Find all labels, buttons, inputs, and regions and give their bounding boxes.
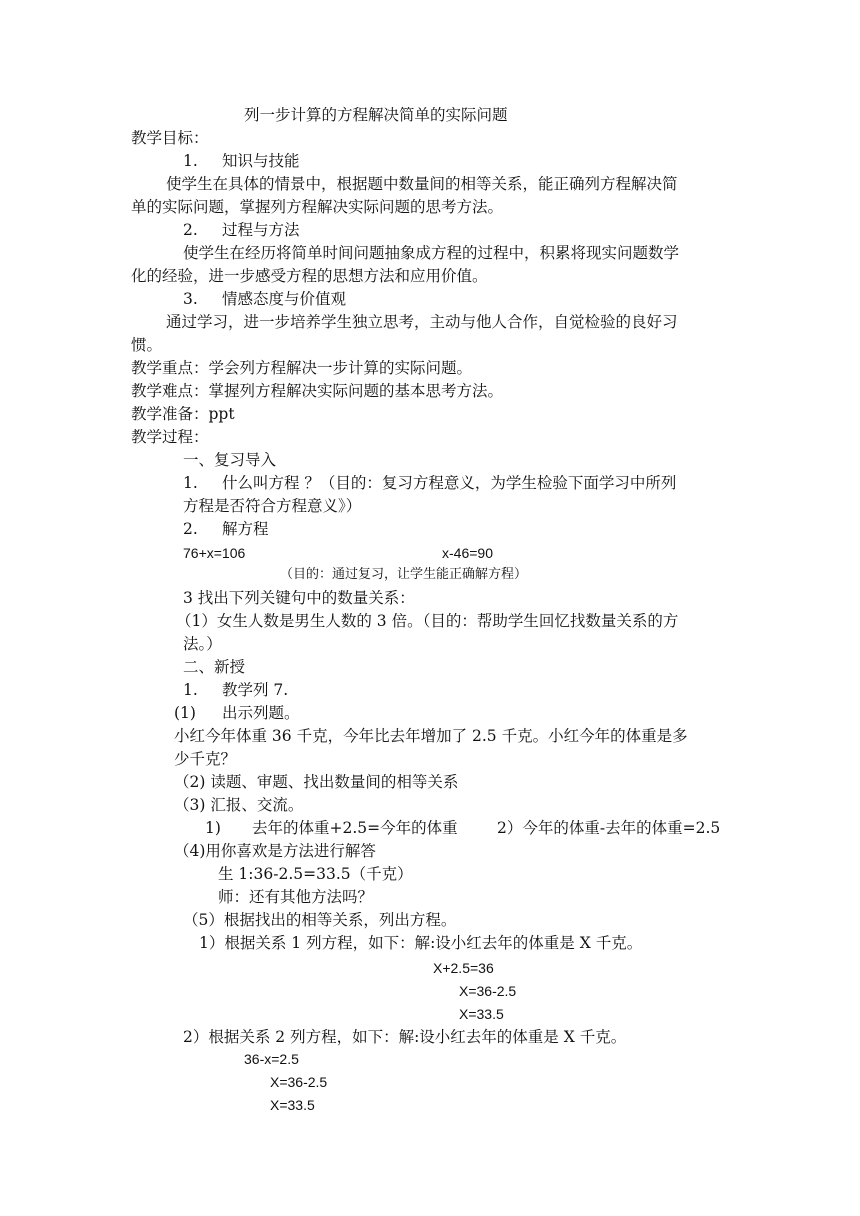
goals-heading: 教学目标：	[131, 129, 209, 147]
review3-item-line1: （1）女生人数是男生人数的 3 倍。（目的：帮助学生回忆找数量关系的方	[176, 612, 679, 630]
preparation: 教学准备：ppt	[131, 405, 235, 423]
goal2-text-line1: 使学生在经历将简单时间问题抽象成方程的过程中，积累将现实问题数学	[183, 244, 680, 262]
method1-equation3: X=33.5	[459, 1006, 504, 1022]
method1-equation2: X=36-2.5	[459, 983, 517, 999]
relation2: 2）今年的体重-去年的体重=2.5	[497, 819, 721, 837]
goal3-text-line2: 惯。	[131, 336, 163, 354]
step5: （5）根据找出的相等关系，列出方程。	[183, 911, 457, 929]
review1-number: 1.	[183, 474, 198, 492]
method2-equation2: X=36-2.5	[270, 1074, 328, 1090]
equation-right: x-46=90	[442, 545, 493, 561]
relation1: 去年的体重+2.5=今年的体重	[252, 819, 458, 837]
difficulty: 教学难点：掌握列方程解决实际问题的基本思考方法。	[131, 382, 504, 400]
review2-number: 2.	[183, 520, 198, 538]
goal3-number: 3.	[183, 290, 198, 308]
goal1-text-line2: 单的实际问题，掌握列方程解决实际问题的思考方法。	[131, 198, 504, 216]
method1-equation1: X+2.5=36	[433, 960, 494, 976]
goal3-text-line1: 通过学习，进一步培养学生独立思考，主动与他人合作，自觉检验的良好习	[166, 313, 678, 331]
goal1-title: 知识与技能	[222, 152, 300, 170]
method2-equation3: X=33.5	[270, 1097, 315, 1113]
review3: 3 找出下列关键句中的数量关系：	[183, 589, 415, 607]
method2-equation1: 36-x=2.5	[244, 1051, 299, 1067]
review-heading: 一、复习导入	[183, 451, 277, 469]
goal3-title: 情感态度与价值观	[222, 290, 347, 308]
goal1-number: 1.	[183, 152, 198, 170]
goal1-text-line1: 使学生在具体的情景中，根据题中数量间的相等关系，能正确列方程解决简	[166, 175, 678, 193]
key-point: 教学重点：学会列方程解决一步计算的实际问题。	[131, 359, 473, 377]
document-title: 列一步计算的方程解决简单的实际问题	[244, 106, 508, 124]
equation-purpose: （目的：通过复习，让学生能正确解方程）	[280, 567, 528, 582]
new1-number: 1.	[183, 681, 198, 699]
review1-text-line1: 什么叫方程 ？（目的：复习方程意义，为学生检验下面学习中所列	[222, 474, 677, 492]
goal2-number: 2.	[183, 221, 198, 239]
problem-line1: 小红今年体重 36 千克，今年比去年增加了 2.5 千克。小红今年的体重是多	[174, 727, 688, 745]
method2: 2）根据关系 2 列方程，如下：解:设小红去年的体重是 X 千克。	[183, 1028, 627, 1046]
teacher-question: 师：还有其他方法吗？	[218, 888, 374, 906]
goal2-text-line2: 化的经验，进一步感受方程的思想方法和应用价值。	[131, 267, 488, 285]
new1-text: 教学列 7.	[222, 681, 289, 699]
process-heading: 教学过程：	[131, 428, 209, 446]
student-answer: 生 1:36-2.5=33.5（千克）	[218, 865, 413, 883]
method1: 1）根据关系 1 列方程，如下：解:设小红去年的体重是 X 千克。	[199, 934, 643, 952]
review3-item-line2: 法。）	[183, 635, 222, 653]
goal2-title: 过程与方法	[222, 221, 300, 239]
step4: （4)用你喜欢是方法进行解答	[174, 842, 376, 860]
step1-text: 出示列题。	[222, 704, 300, 722]
relation1-number: 1)	[205, 819, 221, 837]
step3: （3) 汇报、交流。	[174, 796, 304, 814]
equation-left: 76+x=106	[183, 545, 246, 561]
new-heading: 二、新授	[183, 658, 246, 676]
step2: （2) 读题、审题、找出数量间的相等关系	[174, 773, 459, 791]
step1-number: (1)	[174, 704, 196, 722]
review1-text-line2: 方程是否符合方程意义》）	[183, 497, 362, 515]
problem-line2: 少千克？	[174, 750, 237, 768]
review2-text: 解方程	[222, 520, 269, 538]
